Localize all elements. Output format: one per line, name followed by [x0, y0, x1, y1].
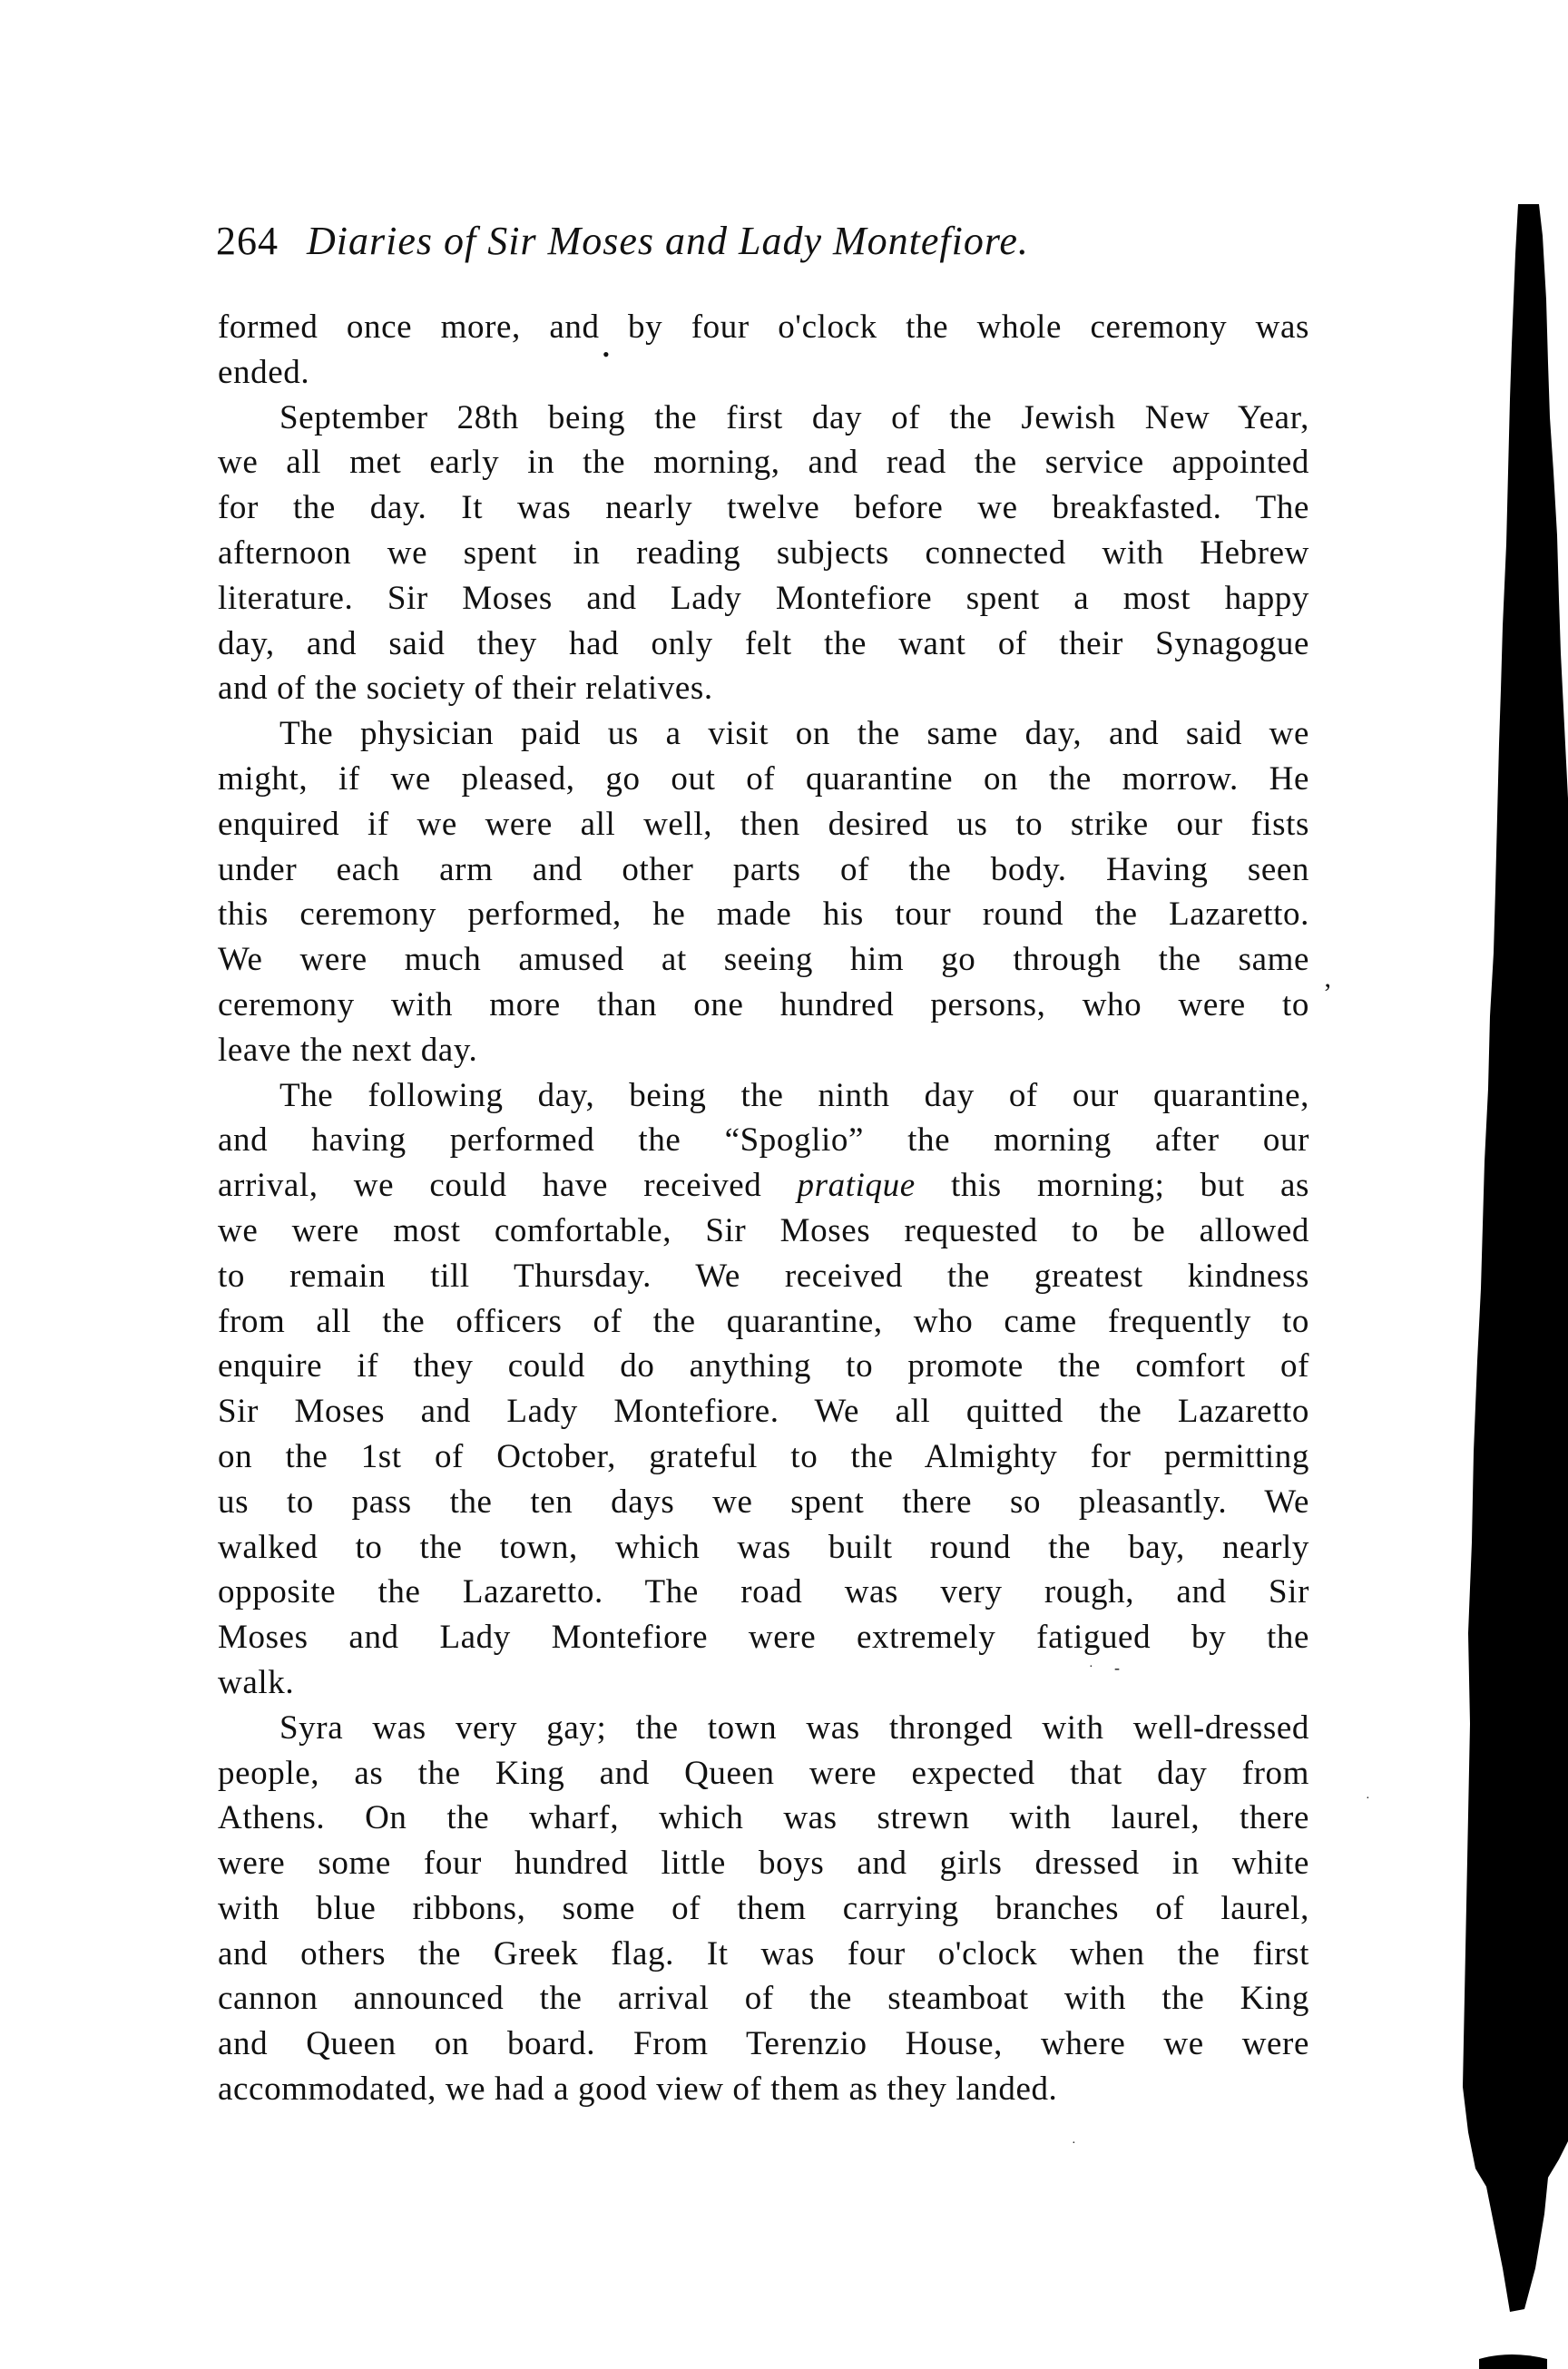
text-line: literature. Sir Moses and Lady Montefiore spent a most happy — [218, 579, 1309, 617]
stray-speck: · — [1089, 1660, 1093, 1674]
text-line: for the day. It was nearly twelve before we breakfasted. The — [218, 489, 1309, 527]
text-line: We were much amused at seeing him go through the same — [218, 941, 1309, 979]
text-line: and others the Greek flag. It was four o'clock when the first — [218, 1934, 1309, 1973]
text-line: walked to the town, which was built round the bay, nearly — [218, 1528, 1309, 1566]
text-line: we all met early in the morning, and read the service appointed — [218, 444, 1309, 482]
text-line: leave the next day. — [218, 1031, 478, 1069]
text-line: The following day, being the ninth day of our quarantine, — [279, 1076, 1309, 1114]
stray-speck: • — [603, 343, 610, 366]
text-line: from all the officers of the quarantine, who came frequently to — [218, 1302, 1309, 1340]
stray-speck: ’ — [1323, 978, 1332, 1008]
text-line: to remain till Thursday. We received the greatest kindness — [218, 1257, 1309, 1295]
text-line: on the 1st of October, grateful to the Almighty for permitting — [218, 1437, 1309, 1475]
text-line: afternoon we spent in reading subjects connected with Hebrew — [218, 534, 1309, 572]
text-line: and having performed the “Spoglio” the morning after our — [218, 1121, 1309, 1160]
text-line: arrival, we could have received pratique this morning; but as — [218, 1167, 1309, 1205]
text-line: formed once more, and by four o'clock the whole ceremony was — [218, 308, 1309, 346]
text-line: Syra was very gay; the town was thronged with well-dressed — [279, 1708, 1309, 1747]
page-number: 264 — [216, 219, 279, 263]
text-line: people, as the King and Queen were expected that day from — [218, 1754, 1309, 1792]
text-line: cannon announced the arrival of the steamboat with the King — [218, 1980, 1309, 2018]
text-line: walk. — [218, 1663, 295, 1701]
text-line: this ceremony performed, he made his tour round the Lazaretto. — [218, 896, 1309, 934]
italic-term: pratique — [797, 1167, 916, 1205]
text-line: we were most comfortable, Sir Moses requested to be allowed — [218, 1211, 1309, 1249]
text-line: Sir Moses and Lady Montefiore. We all quitted the Lazaretto — [218, 1393, 1309, 1431]
text-line: ended. — [218, 353, 310, 391]
text-line: enquire if they could do anything to promote the comfort of — [218, 1347, 1309, 1385]
text-line: us to pass the ten days we spent there so pleasantly. We — [218, 1483, 1309, 1521]
text-line: and Queen on board. From Terenzio House, where we were — [218, 2025, 1309, 2063]
text-line: under each arm and other parts of the body. Having seen — [218, 850, 1309, 888]
text-line: September 28th being the first day of the Jewish New Year, — [279, 398, 1309, 436]
text-line: might, if we pleased, go out of quarantine on the morrow. He — [218, 759, 1309, 798]
stray-speck: · — [1366, 1792, 1370, 1806]
text-line: Athens. On the wharf, which was strewn with laurel, there — [218, 1799, 1309, 1837]
stray-speck: · — [1072, 2137, 1076, 2150]
text-line: with blue ribbons, some of them carrying branches of laurel, — [218, 1889, 1309, 1927]
text-line: accommodated, we had a good view of them as they landed. — [218, 2070, 1058, 2109]
text-line: Moses and Lady Montefiore were extremely fatigued by the — [218, 1619, 1309, 1657]
text-line: were some four hundred little boys and girls dressed in white — [218, 1845, 1309, 1883]
stray-speck: - — [1114, 1659, 1120, 1677]
text-line: opposite the Lazaretto. The road was very rough, and Sir — [218, 1573, 1309, 1611]
text-line: ceremony with more than one hundred persons, who were to — [218, 985, 1309, 1023]
text-line: The physician paid us a visit on the same day, and said we — [279, 715, 1309, 753]
running-title: Diaries of Sir Moses and Lady Montefiore. — [307, 219, 1029, 263]
text-line: and of the society of their relatives. — [218, 670, 713, 708]
text-line: enquired if we were all well, then desired us to strike our fists — [218, 805, 1309, 843]
text-line: day, and said they had only felt the want of their Synagogue — [218, 624, 1309, 662]
